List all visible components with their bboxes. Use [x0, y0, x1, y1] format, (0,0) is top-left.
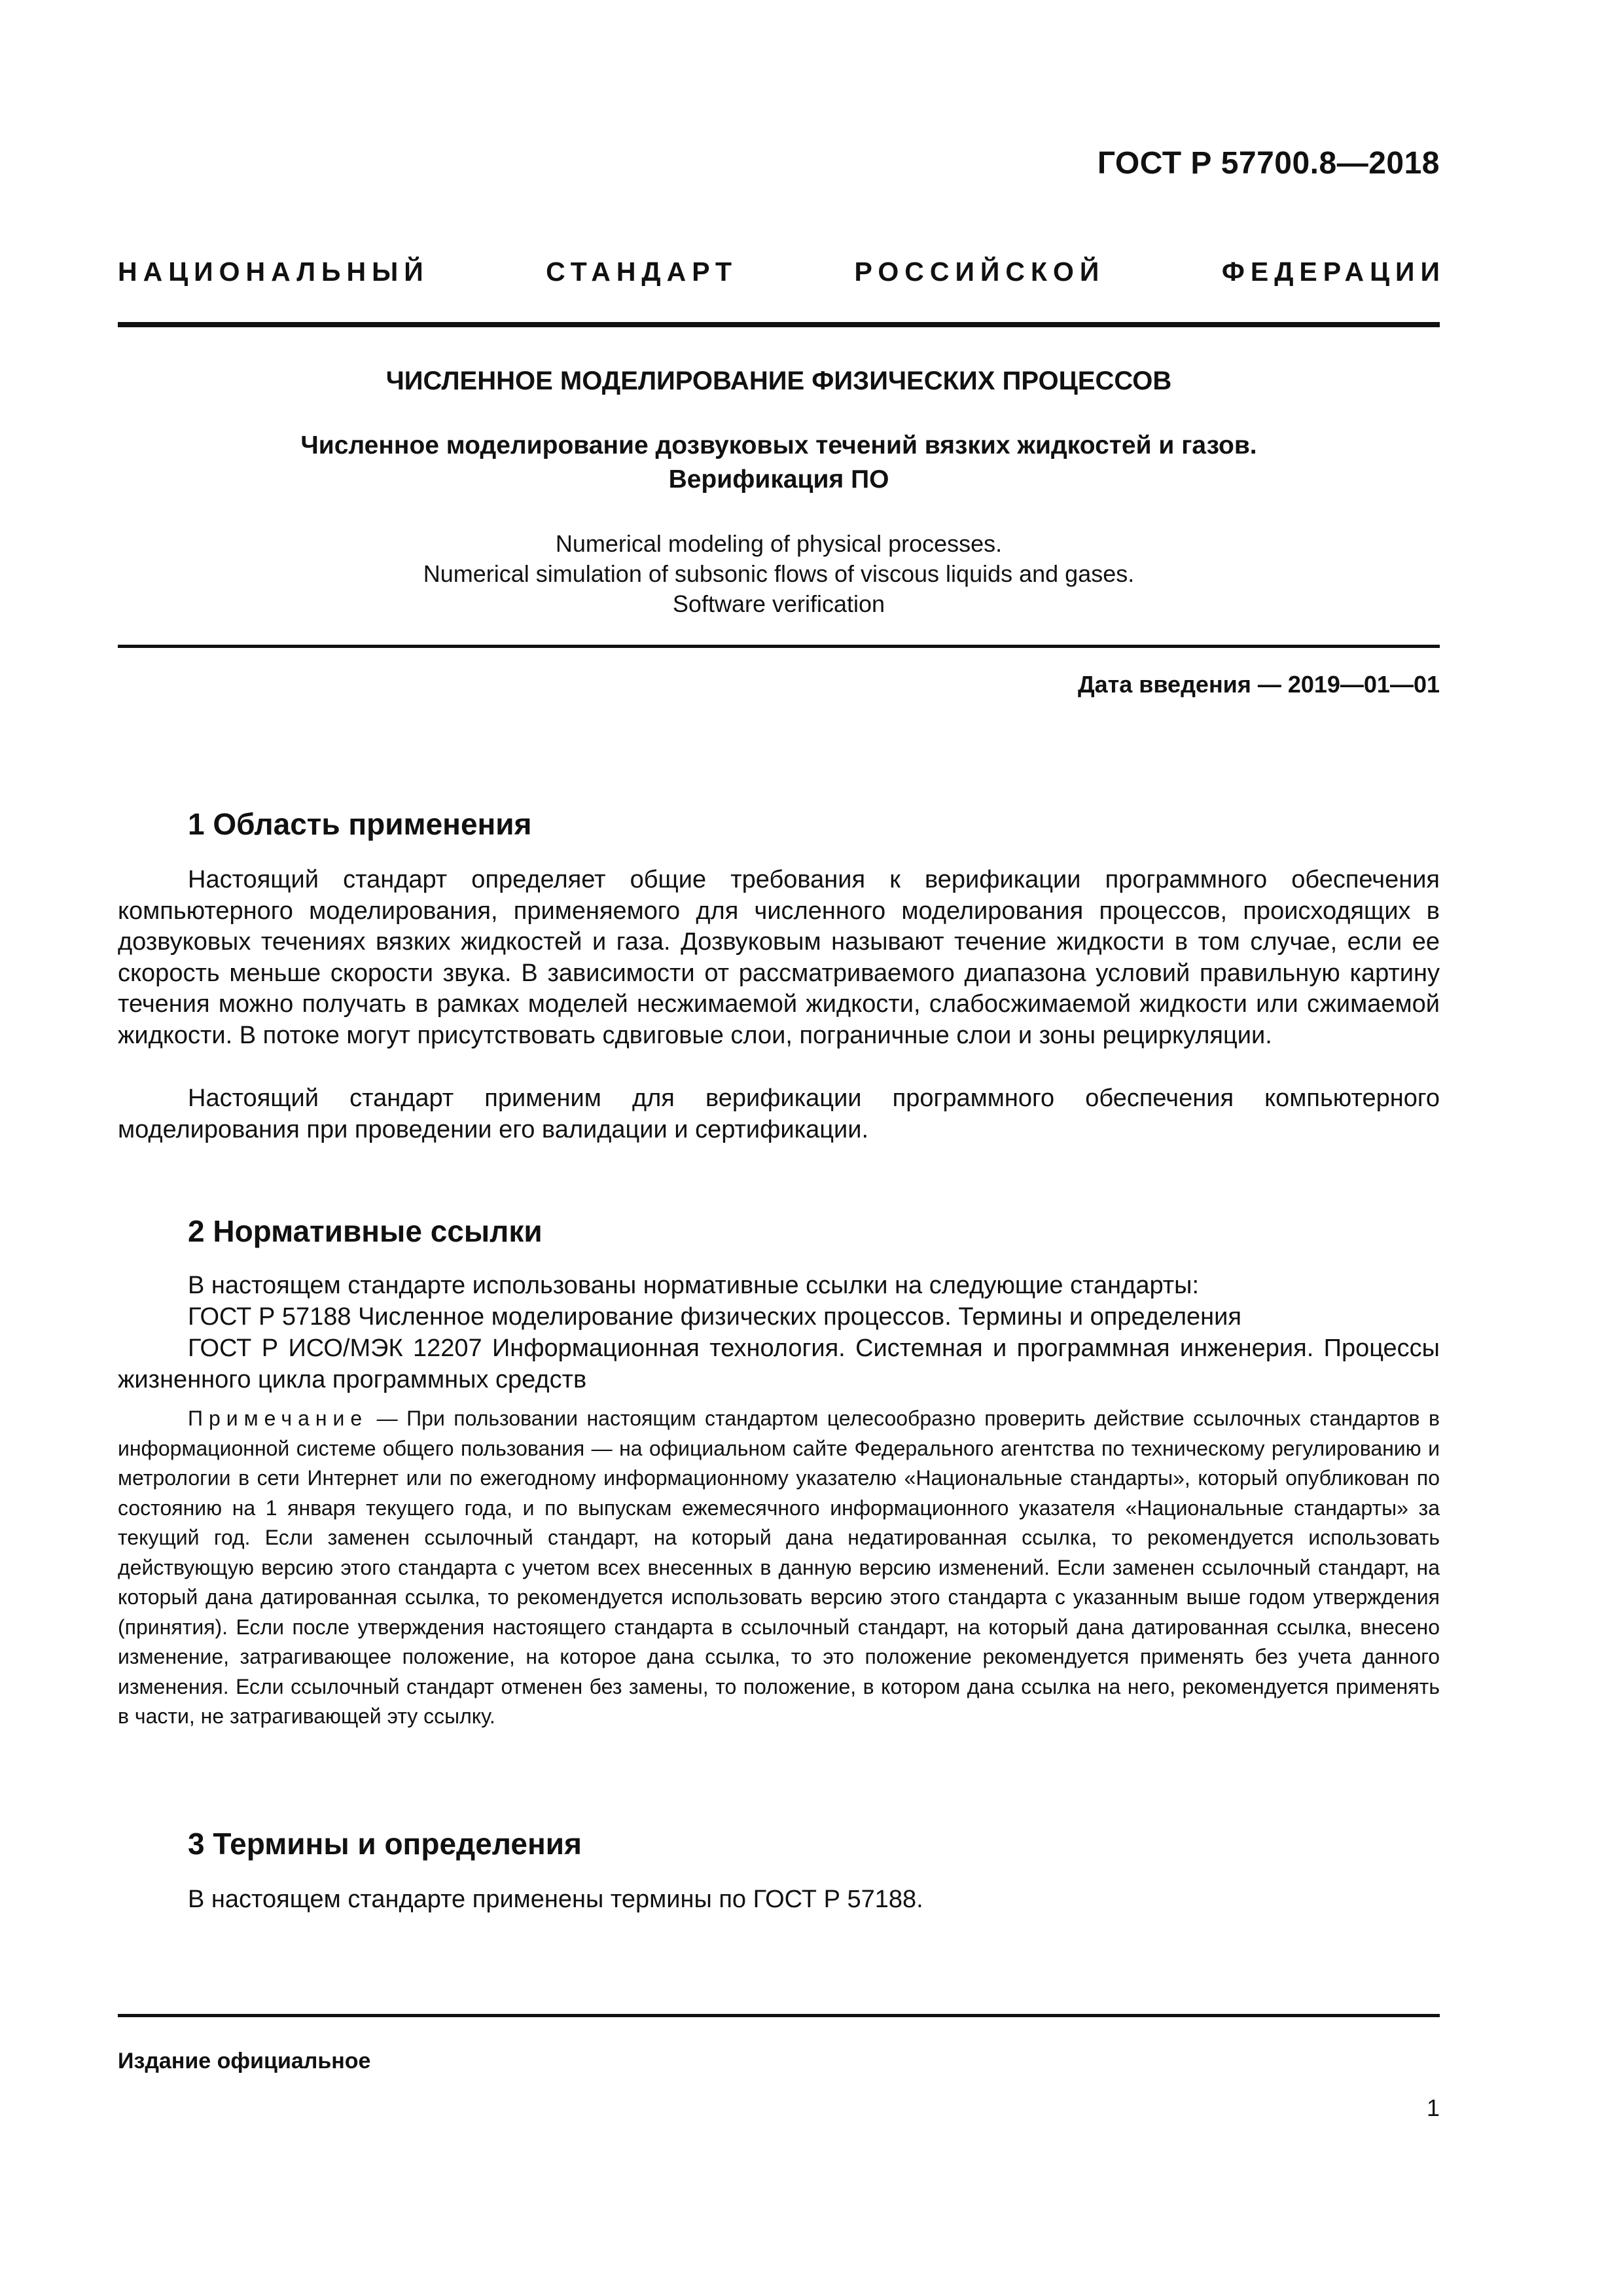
document-subtitle: [118, 429, 1440, 497]
english-title-line: Software verification: [672, 590, 885, 617]
section-2-heading: 2 Нормативные ссылки: [188, 1214, 543, 1248]
section-1-paragraph: Настоящий стандарт определяет общие требования к верификации программного обеспечения компьютерного моделирования, применяемого для численного моделирования процессов, происходящих в дозвуковых течениях вязких жидкостей и газа. Дозвуковым называют течение жидкости в том случае, если ее скорость меньше скорости звука. В зависимости от рассматриваемого диапазона условий правильную картину течения можно получать в рамках моделей несжимаемой жидкости, слабосжимаемой жидкости или сжимаемой жидкости. В потоке могут присутствовать сдвиговые слои, пограничные слои и зоны рециркуляции.: [118, 866, 1440, 1049]
banner-word: ФЕДЕРАЦИИ: [1221, 257, 1446, 287]
title-divider: [118, 645, 1440, 648]
note-text: — При пользовании настоящим стандартом целесообразно проверить действие ссылочных стандартов в информационной системе общего пользования — на официальном сайте Федерального агентства по техническому регулированию и метрологии в сети Интернет или по ежегодному информационному указателю «Национальные стандарты», который опубликован по состоянию на 1 января текущего года, и по выпускам ежемесячного информационного указателя «Национальные стандарты» за текущий год. Если заменен ссылочный стандарт, на который дана недатированная ссылка, то рекомендуется использовать действующую версию этого стандарта с учетом всех внесенных в данную версию изменений. Если заменен ссылочный стандарт, на который дана датированная ссылка, то рекомендуется использовать версию этого стандарта с указанным выше годом утверждения (принятия). Если после утверждения настоящего стандарта в ссылочный стандарт, на который дана датированная ссылка, внесено изменение, затрагивающее положение, на которое дана ссылка, то это положение рекомендуется применять без учета данного изменения. Если ссылочный стандарт отменен без замены, то положение, в котором дана ссылка на него, рекомендуется применять в части, не затрагивающей эту ссылку.: [118, 1407, 1440, 1728]
note-label: Примечание: [188, 1407, 368, 1430]
note: [118, 1404, 1440, 1732]
english-title: [118, 529, 1440, 619]
section-2-paragraph: В настоящем стандарте использованы нормативные ссылки на следующие стандарты:: [188, 1272, 1200, 1299]
section-3-heading: 3 Термины и определения: [188, 1827, 582, 1861]
subtitle-line: Верификация ПО: [668, 465, 889, 493]
reference-item: ГОСТ Р 57188 Численное моделирование физических процессов. Термины и определения: [188, 1303, 1241, 1331]
banner-word: НАЦИОНАЛЬНЫЙ: [118, 257, 429, 287]
national-standard-banner: [118, 257, 1446, 287]
reference-item: ГОСТ Р ИСО/МЭК 12207 Информационная технология. Системная и программная инженерия. Процессы жизненного цикла программных средств: [118, 1335, 1440, 1393]
english-title-line: Numerical modeling of physical processes.: [555, 530, 1003, 557]
footer-divider: [118, 2014, 1440, 2017]
subtitle-line: Численное моделирование дозвуковых течений вязких жидкостей и газов.: [300, 431, 1257, 459]
top-divider: [118, 322, 1440, 327]
page-number: 1: [1426, 2094, 1440, 2121]
document-page: [118, 0, 1446, 2296]
english-title-line: Numerical simulation of subsonic flows of viscous liquids and gases.: [423, 560, 1135, 587]
document-title: ЧИСЛЕННОЕ МОДЕЛИРОВАНИЕ ФИЗИЧЕСКИХ ПРОЦЕССОВ: [385, 367, 1172, 395]
introduction-date: Дата введения — 2019—01—01: [1077, 671, 1440, 698]
official-edition-label: Издание официальное: [118, 2049, 371, 2073]
section-1-paragraph: Настоящий стандарт применим для верификации программного обеспечения компьютерного моделирования при проведении его валидации и сертификации.: [118, 1085, 1440, 1143]
section-3-paragraph: В настоящем стандарте применены термины по ГОСТ Р 57188.: [188, 1886, 923, 1913]
banner-word: СТАНДАРТ: [546, 257, 738, 287]
section-1-heading: 1 Область применения: [188, 807, 532, 841]
banner-word: РОССИЙСКОЙ: [854, 257, 1105, 287]
standard-designation: ГОСТ Р 57700.8—2018: [1097, 146, 1440, 181]
